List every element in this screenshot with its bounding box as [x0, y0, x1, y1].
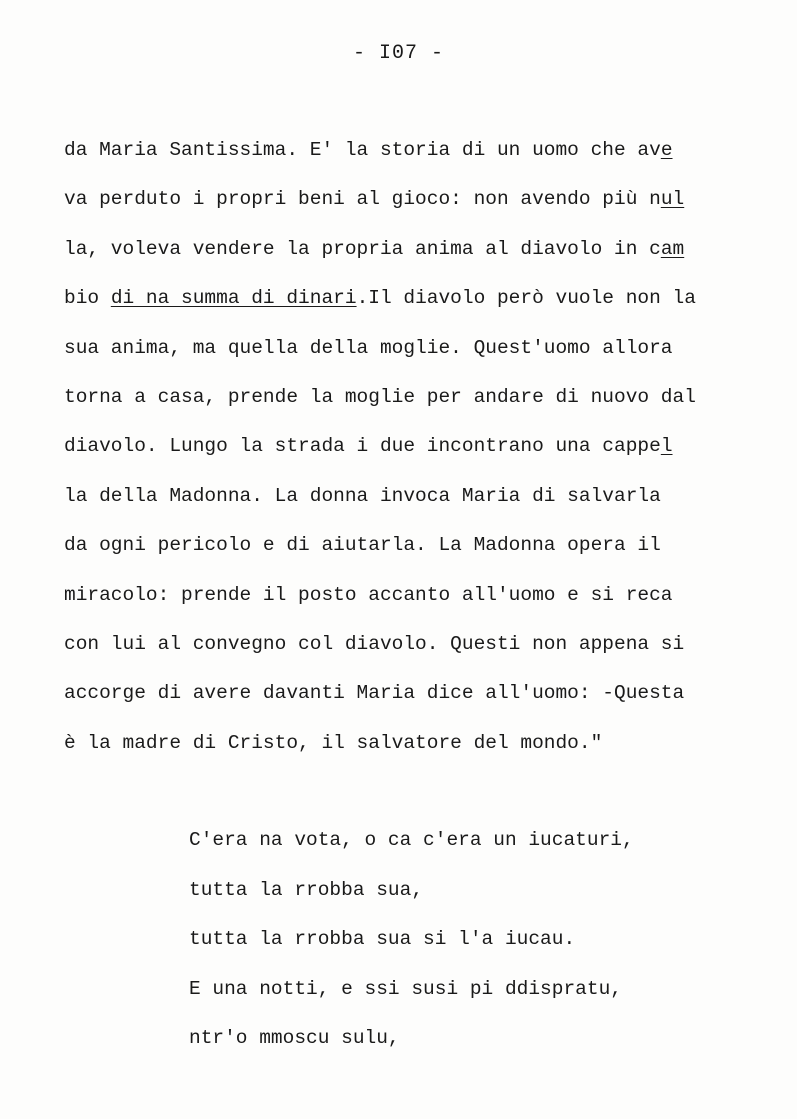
text-segment: sua anima, ma quella della moglie. Quest'uomo allora — [64, 336, 673, 359]
text-segment: bio — [64, 287, 111, 310]
verse-line: C'era na vota, o ca c'era un iucaturi, — [189, 829, 634, 851]
underlined-text: e — [660, 139, 673, 161]
text-segment: miracolo: prende il posto accanto all'uomo e si reca — [64, 583, 673, 606]
text-segment: torna a casa, prende la moglie per andare di nuovo dal — [64, 385, 696, 408]
verse-stanza — [189, 827, 769, 1075]
underlined-text: am — [660, 237, 685, 260]
text-segment: la della Madonna. La donna invoca Maria di salvarla — [64, 484, 661, 507]
prose-line — [64, 631, 764, 680]
prose-line — [64, 680, 764, 729]
text-segment: da Maria Santissima. E' la storia di un uomo che av — [64, 139, 661, 161]
text-segment: la, voleva vendere la propria anima al diavolo in c — [64, 237, 661, 260]
text-segment: accorge di avere davanti Maria dice all'uomo: -Questa — [64, 682, 685, 705]
page-number: - I07 - — [352, 42, 444, 65]
prose-line — [64, 532, 764, 581]
text-segment: con lui al convegno col diavolo. Questi non appena si — [64, 632, 685, 655]
text-segment: è la madre di Cristo, il salvatore del mondo." — [64, 731, 603, 754]
prose-line — [64, 483, 764, 532]
text-segment: va perduto i propri beni al gioco: non avendo più n — [64, 188, 661, 211]
prose-paragraph — [64, 137, 764, 779]
text-segment: da ogni pericolo e di aiutarla. La Madonna opera il — [64, 534, 661, 557]
text-segment: .Il diavolo però vuole non la — [356, 287, 696, 310]
verse-line: tutta la rrobba sua, — [189, 878, 424, 901]
prose-line — [64, 186, 764, 235]
underlined-text: l — [660, 435, 673, 458]
verse-line: tutta la rrobba sua si l'a iucau. — [189, 928, 576, 951]
prose-line — [64, 582, 764, 631]
prose-line — [64, 137, 764, 186]
underlined-text: di na summa di dinari — [110, 287, 357, 310]
prose-line — [64, 285, 764, 334]
prose-line — [64, 236, 764, 285]
text-segment: diavolo. Lungo la strada i due incontrano una cappe — [64, 435, 661, 458]
verse-line: ntr'o mmoscu sulu, — [189, 1027, 400, 1050]
prose-line — [64, 335, 764, 384]
verse-line: E una notti, e ssi susi pi ddispratu, — [189, 977, 622, 1000]
prose-line — [64, 433, 764, 482]
prose-line — [64, 384, 764, 433]
underlined-text: ul — [660, 188, 685, 211]
prose-line — [64, 730, 764, 779]
